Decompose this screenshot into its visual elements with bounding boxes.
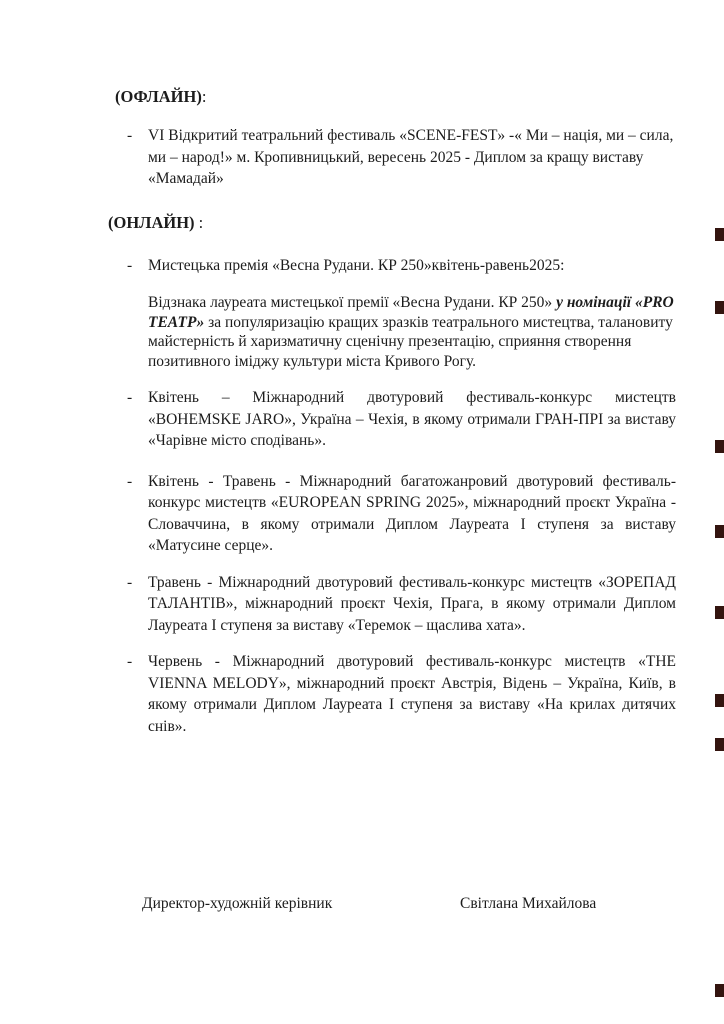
page-edge-artifact — [715, 440, 724, 453]
heading-online-suffix: : — [194, 212, 204, 232]
section-heading-offline — [115, 86, 724, 108]
list-item-text: Квітень - Травень - Міжнародний багатожанровий двотуровий фестиваль-конкурс мистецтв «EUROPEAN SPRING 2025», міжнародний проєкт Україна - Словаччина, в якому отримали Диплом Лауреата І ступеня за виставу «Матусине серце». — [148, 472, 676, 554]
list-item-zorepad-talantiv — [127, 572, 676, 637]
page-edge-artifact — [715, 301, 724, 314]
list-item-vienna-melody — [127, 651, 676, 737]
award-paragraph — [148, 293, 676, 371]
signature-line — [0, 893, 724, 915]
award-paragraph-emphasis: у номінації «PRO ТЕАТР» — [148, 294, 674, 331]
heading-offline-label: (ОФЛАЙН) — [115, 87, 202, 106]
page-edge-artifact — [715, 984, 724, 997]
page-edge-artifact — [715, 694, 724, 707]
page-edge-artifact — [715, 228, 724, 241]
list-item-text: Квітень – Міжнародний двотуровий фестиваль-конкурс мистецтв «BOHEMSKE JARO», Україна – Чехія, в якому отримали ГРАН-ПРІ за виставу «Чарівне місто сподівань». — [148, 389, 676, 449]
list-item-bohemske-jaro — [127, 387, 676, 452]
list-item-vesna-rudany — [127, 255, 676, 277]
list-item-text: Мистецька премія «Весна Рудани. КР 250»квітень-равень2025: — [148, 256, 565, 274]
bullet-dash: - — [127, 573, 133, 591]
heading-online-label: (ОНЛАЙН) — [108, 212, 195, 232]
page-edge-artifact — [715, 525, 724, 538]
award-paragraph-post: за популяризацію кращих зразків театрального мистецтва, талановиту майстерність й харизматичну сценічну презентацію, сприяння створення позитивного іміджу культури міста Кривого Рогу. — [148, 313, 673, 370]
signature-role: Директор-художній керівник — [142, 895, 333, 912]
list-item-text: Червень - Міжнародний двотуровий фестиваль-конкурс мистецтв «THE VIENNA MELODY», міжнародний проєкт Австрія, Відень – Україна, Київ, в якому отримали Диплом Лауреата І ступеня за виставу «На крилах дитячих снів». — [148, 653, 676, 735]
page-edge-artifact — [715, 606, 724, 619]
heading-offline-suffix: : — [201, 87, 207, 106]
award-paragraph-pre: Відзнака лауреата мистецької премії «Весна Рудани. КР 250» — [148, 294, 557, 311]
list-item-european-spring — [127, 471, 676, 557]
bullet-dash: - — [127, 127, 133, 144]
list-item-text: Травень - Міжнародний двотуровий фестиваль-конкурс мистецтв «ЗОРЕПАД ТАЛАНТІВ», міжнародний проєкт Чехія, Прага, в якому отримали Диплом Лауреата І ступеня за виставу «Теремок – щаслива хата». — [148, 573, 676, 634]
list-item-scene-fest — [127, 125, 676, 190]
bullet-dash: - — [127, 389, 133, 406]
section-heading-online — [108, 212, 724, 234]
signature-name: Світлана Михайлова — [460, 895, 597, 912]
bullet-dash: - — [127, 256, 133, 274]
bullet-dash: - — [127, 653, 133, 670]
list-item-text: VI Відкритий театральний фестиваль «SCENE-FEST» -« Ми – нація, ми – сила, ми – народ!» м. Кропивницький, вересень 2025 - Диплом за кращу виставу «Мамадай» — [148, 127, 674, 187]
page-edge-artifact — [715, 738, 724, 751]
bullet-dash: - — [127, 472, 133, 490]
